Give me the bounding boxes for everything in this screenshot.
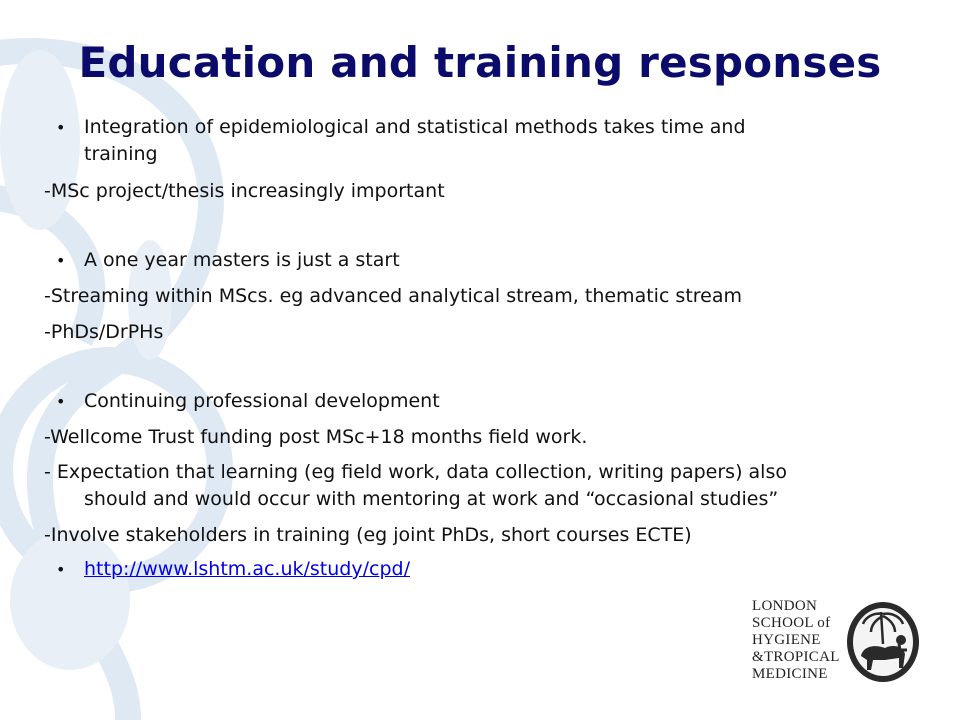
logo-line: MEDICINE	[752, 666, 828, 682]
logo-line: SCHOOL of	[752, 615, 831, 631]
sub-point-line: -Wellcome Trust funding post MSc+18 months field work.	[44, 426, 588, 448]
bullet-dot: •	[56, 118, 66, 137]
bullet-line: Integration of epidemiological and statistical methods takes time and	[84, 116, 746, 138]
bullet-line: Continuing professional development	[84, 390, 440, 412]
sub-point-line: -MSc project/thesis increasingly important	[44, 180, 445, 202]
continuation-line: should and would occur with mentoring at work and “occasional studies”	[84, 488, 779, 510]
bullet-dot: •	[56, 251, 66, 270]
logo-line: LONDON	[752, 598, 818, 614]
slide-title: Education and training responses	[78, 38, 882, 87]
cpd-link[interactable]: http://www.lshtm.ac.uk/study/cpd/	[84, 558, 410, 580]
sub-point-line: -Streaming within MScs. eg advanced analytical stream, thematic stream	[44, 285, 743, 307]
crest-watermark	[0, 0, 320, 720]
sub-point-line: - Expectation that learning (eg field work, data collection, writing papers) also	[44, 461, 787, 483]
lshtm-logo	[752, 598, 927, 688]
sub-point-line: -PhDs/DrPHs	[44, 321, 164, 343]
sub-point-line: -Involve stakeholders in training (eg joint PhDs, short courses ECTE)	[44, 524, 692, 546]
logo-wordmark	[752, 598, 844, 683]
logo-line: &TROPICAL	[752, 649, 840, 665]
continuation-line: training	[84, 143, 158, 165]
bullet-line: A one year masters is just a start	[84, 249, 400, 271]
logo-line: HYGIENE	[752, 632, 821, 648]
bullet-dot: •	[56, 560, 66, 579]
bullet-dot: •	[56, 392, 66, 411]
crest-seal-icon	[845, 600, 921, 684]
